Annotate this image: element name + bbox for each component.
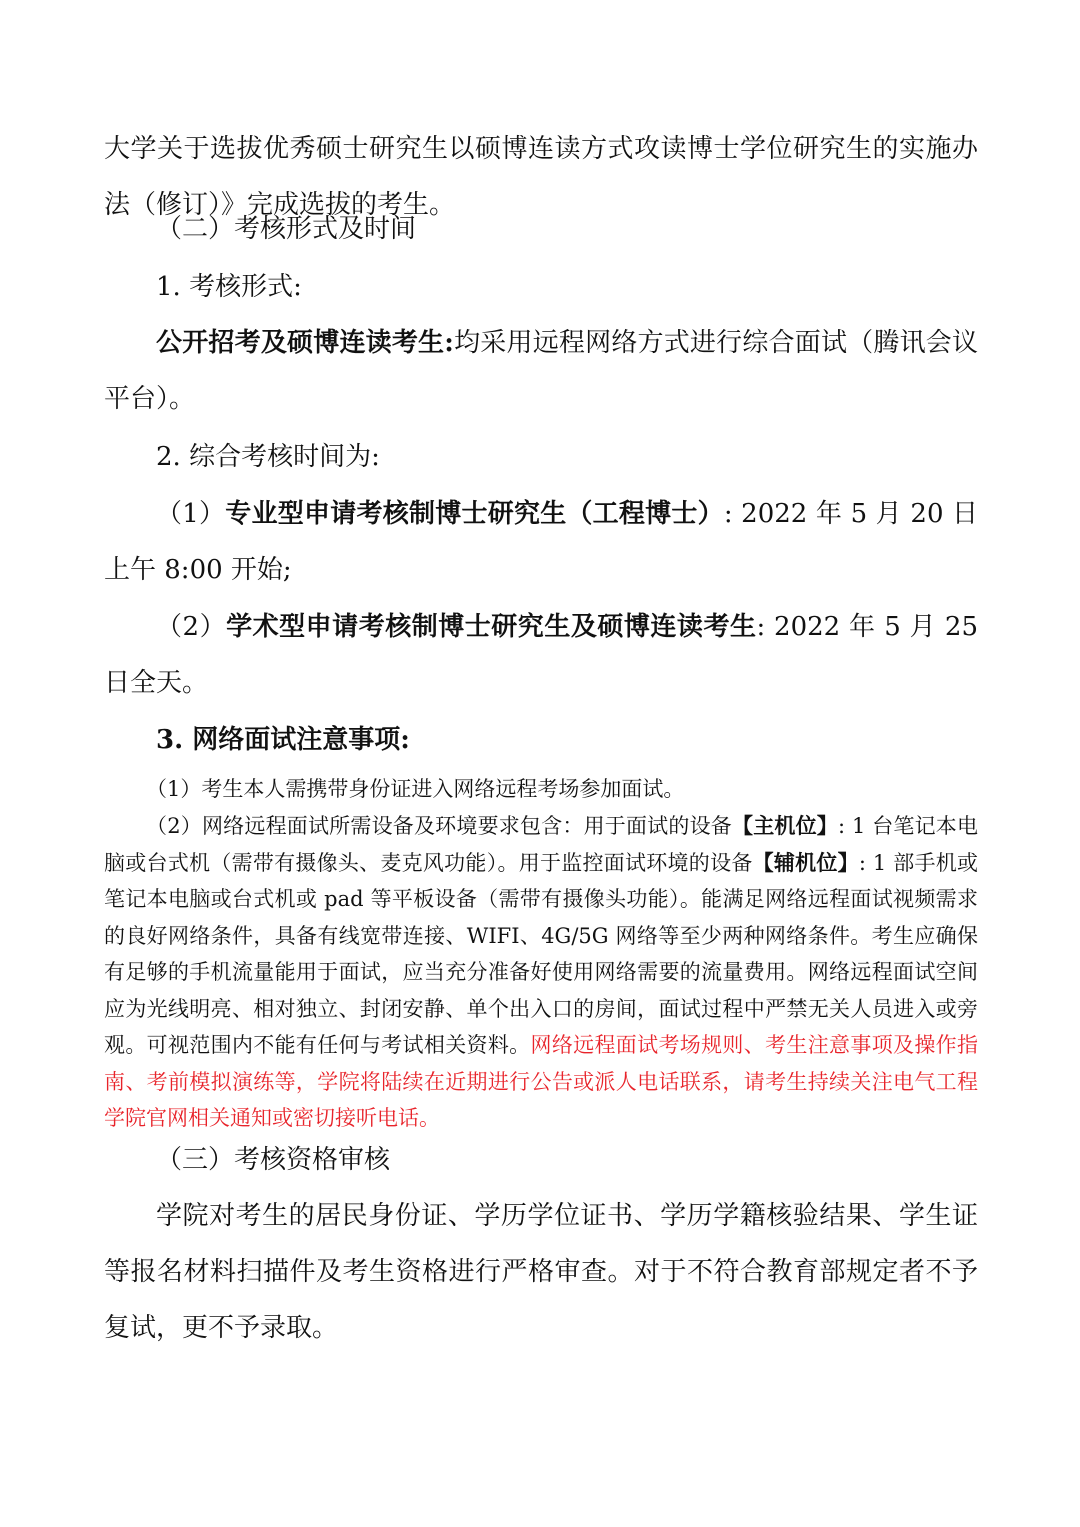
item1-paragraph bbox=[104, 315, 978, 427]
section3-text: 学院对考生的居民身份证、学历学位证书、学历学籍核验结果、学生证等报名材料扫描件及考生资格进行严格审查。对于不符合教育部规定者不予复试，更不予录取。 bbox=[104, 1201, 978, 1343]
section3-heading bbox=[104, 1132, 978, 1188]
item2-paragraph-2 bbox=[104, 599, 978, 711]
item1-bold-lead: 公开招考及硕博连读考生: bbox=[156, 328, 454, 358]
item2-paragraph-1 bbox=[104, 486, 978, 598]
main-device-label: 【主机位】 bbox=[732, 813, 839, 838]
item2-p1-text: : 2022 年 5 月 20 日上午 8:00 开始; bbox=[104, 499, 978, 585]
item2-p1-bold: 专业型申请考核制博士研究生（工程博士） bbox=[225, 499, 724, 529]
item1-text: 均采用远程网络方式进行综合面试（腾讯会议平台）。 bbox=[104, 328, 978, 414]
item2-p2-prefix: （2） bbox=[156, 612, 227, 642]
item3-heading bbox=[104, 712, 978, 768]
item2-heading bbox=[104, 429, 978, 485]
item3-p2-text-b: : 1 台笔记本电脑或台式机（需带有摄像头、麦克风功能）。用于监控面试环境的设备 bbox=[104, 814, 979, 875]
item2-p1-prefix: （1） bbox=[156, 499, 226, 529]
item2-p2-text: : 2022 年 5 月 25 日全天。 bbox=[104, 612, 978, 698]
item3-p2-text-c: : 1 部手机或笔记本电脑或台式机或 pad 等平板设备（需带有摄像头功能）。能满足网络远程面试视频需求的良好网络条件，具备有线宽带连接、WIFI、4G/5G 网络等至少两种网络条件。考生应确保有足够的手机流量能用于面试，应当充分准备好使用网络需要的流量费用。网络远程面试空间应为光线明亮、相对独立、封闭安静、单个出入口的房间，面试过程中严禁无关人员进入或旁观。可视范围内不能有任何与考试相关资料。 bbox=[104, 850, 978, 1057]
section3-paragraph bbox=[104, 1188, 978, 1356]
intro-text: 大学关于选拔优秀硕士研究生以硕博连读方式攻读博士学位研究生的实施办法（修订）》完成选拔的考生。 bbox=[104, 134, 978, 220]
aux-device-label: 【辅机位】 bbox=[752, 849, 859, 875]
item1-heading bbox=[104, 259, 978, 315]
item3-p1-text: （1）考生本人需携带身份证进入网络远程考场参加面试。 bbox=[146, 777, 685, 801]
item3-heading-text: 3. 网络面试注意事项: bbox=[156, 725, 410, 755]
item2-p2-bold: 学术型申请考核制博士研究生及硕博连读考生 bbox=[226, 612, 757, 642]
section2-heading-text: （二）考核形式及时间 bbox=[156, 214, 417, 244]
item3-p2-text-a: （2）网络远程面试所需设备及环境要求包含：用于面试的设备 bbox=[146, 814, 732, 838]
item1-heading-text: 1. 考核形式: bbox=[156, 272, 302, 302]
item3-paragraph-1 bbox=[104, 771, 978, 808]
section2-heading bbox=[104, 201, 978, 257]
item2-heading-text: 2. 综合考核时间为: bbox=[156, 442, 380, 472]
section3-heading-text: （三）考核资格审核 bbox=[156, 1145, 391, 1175]
item3-paragraph-2 bbox=[104, 808, 978, 1137]
red-notice-text: 网络远程面试考场规则、考生注意事项及操作指南、考前模拟演练等，学院将陆续在近期进行公告或派人电话联系，请考生持续关注电气工程学院官网相关通知或密切接听电话。 bbox=[104, 1033, 978, 1130]
